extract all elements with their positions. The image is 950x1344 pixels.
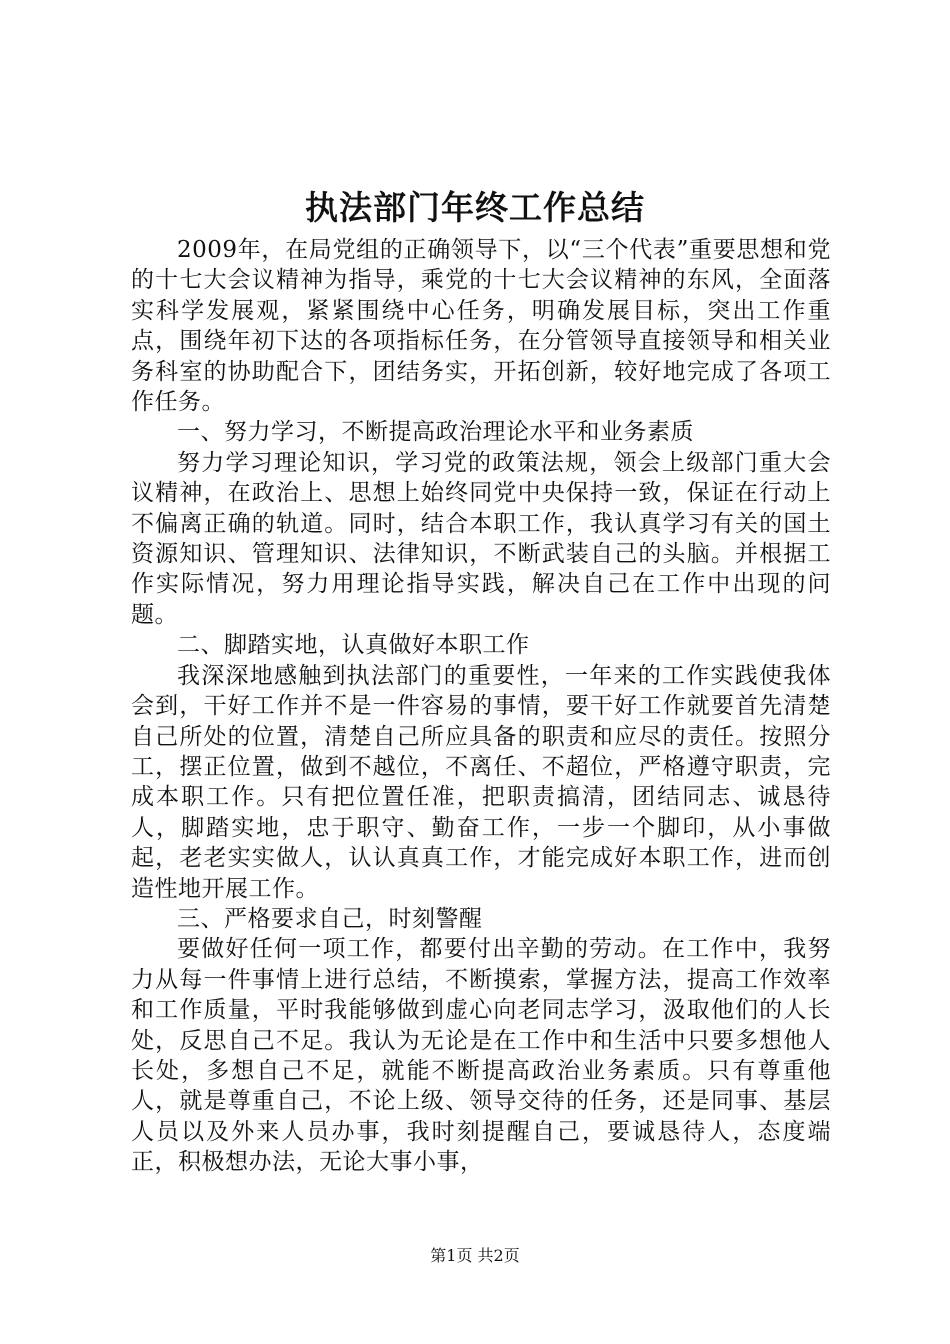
section-2-paragraph: 我深深地感触到执法部门的重要性，一年来的工作实践使我体会到，干好工作并不是一件容易的事情，要干好工作就要首先清楚自己所处的位置，清楚自己所应具备的职责和应尽的责任。按照分工，摆正位置，做到不越位，不离任、不超位，严格遵守职责，完成本职工作。只有把位置任准，把职责搞清，团结同志、诚恳待人，脚踏实地，忠于职守、勤奋工作，一步一个脚印，从小事做起，老老实实做人，认认真真工作，才能完成好本职工作，进而创造性地开展工作。: [131, 662, 831, 902]
section-heading-1: 一、努力学习，不断提高政治理论水平和业务素质: [177, 419, 694, 446]
page-footer: 第1页 共2页: [430, 1246, 520, 1265]
section-3-paragraph: 要做好任何一项工作，都要付出辛勤的劳动。在工作中，我努力从每一件事情上进行总结，不断摸索，掌握方法，提高工作效率和工作质量，平时我能够做到虚心向老同志学习，汲取他们的人长处，反思自己不足。我认为无论是在工作中和生活中只要多想他人长处，多想自己不足，就能不断提高政治业务素质。只有尊重他人，就是尊重自己，不论上级、领导交待的任务，还是同事、基层人员以及外来人员办事，我时刻提醒自己，要诚恳待人，态度端正，积极想办法，无论大事小事，: [131, 936, 831, 1176]
document-title: 执法部门年终工作总结: [305, 188, 645, 227]
section-heading-3: 三、严格要求自己，时刻警醒: [177, 905, 483, 932]
document-body: [131, 235, 831, 1178]
intro-paragraph: 2009年，在局党组的正确领导下，以“三个代表”重要思想和党的十七大会议精神为指导，乘党的十七大会议精神的东风，全面落实科学发展观，紧紧围绕中心任务，明确发展目标，突出工作重点，围绕年初下达的各项指标任务，在分管领导直接领导和相关业务科室的协助配合下，团结务实，开拓创新，较好地完成了各项工作任务。: [131, 237, 831, 416]
section-heading-2: 二、脚踏实地，认真做好本职工作: [177, 632, 530, 659]
section-1-paragraph: 努力学习理论知识，学习党的政策法规，领会上级部门重大会议精神，在政治上、思想上始终同党中央保持一致，保证在行动上不偏离正确的轨道。同时，结合本职工作，我认真学习有关的国土资源知识、管理知识、法律知识，不断武装自己的头脑。并根据工作实际情况，努力用理论指导实践，解决自己在工作中出现的问题。: [131, 449, 831, 628]
